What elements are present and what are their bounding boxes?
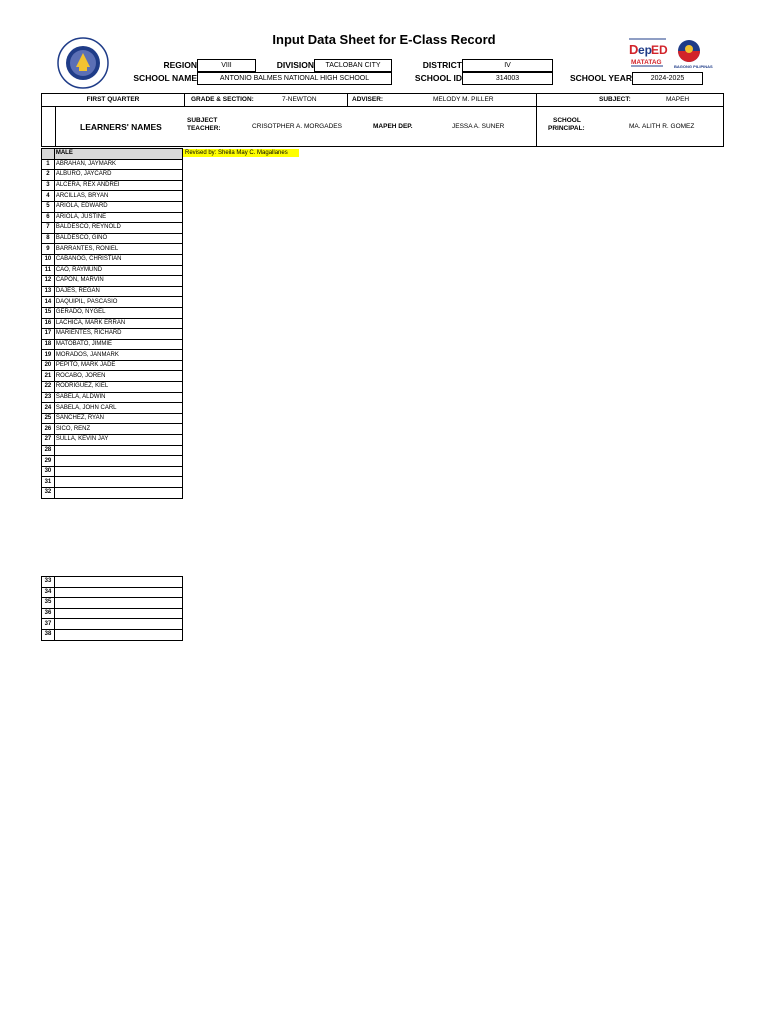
school-id-label: SCHOOL ID: [414, 73, 462, 83]
svg-text:BAGONG PILIPINAS: BAGONG PILIPINAS: [674, 64, 713, 69]
learner-name-cell[interactable]: [54, 445, 182, 456]
learner-name-cell[interactable]: DAQUIPIL, PASCASIO: [54, 297, 182, 308]
row-number: 29: [42, 456, 55, 467]
learner-name-cell[interactable]: [54, 598, 182, 609]
row-number: 16: [42, 318, 55, 329]
learner-name-cell[interactable]: ALBURO, JAYCARD: [54, 170, 182, 181]
row-number: 12: [42, 276, 55, 287]
learner-name-cell[interactable]: [54, 629, 182, 640]
table-row: [42, 339, 183, 350]
table-row: [42, 170, 183, 181]
table-row: [42, 307, 183, 318]
row-number: 32: [42, 488, 55, 499]
table-row: [42, 223, 183, 234]
learner-name-cell[interactable]: LACHICA, MARK ERRAN: [54, 318, 182, 329]
adviser-label: ADVISER:: [352, 96, 384, 103]
table-row: [42, 598, 183, 609]
principal-value[interactable]: MA. ALITH R. GOMEZ: [629, 123, 695, 130]
row-number: 36: [42, 608, 55, 619]
learner-name-cell[interactable]: [54, 456, 182, 467]
row-number: 35: [42, 598, 55, 609]
school-name-field[interactable]: ANTONIO BALMES NATIONAL HIGH SCHOOL: [197, 72, 392, 85]
quarter-label: FIRST QUARTER: [86, 96, 140, 103]
bagong-pilipinas-logo: [672, 38, 713, 70]
table-row: [42, 488, 183, 499]
district-label: DISTRICT: [422, 60, 462, 70]
table-row: [42, 159, 183, 170]
table-row: [42, 435, 183, 446]
row-number: 8: [42, 233, 55, 244]
learner-name-cell[interactable]: SABELA, JOHN CARL: [54, 403, 182, 414]
table-row: [42, 276, 183, 287]
table-row: [42, 619, 183, 630]
table-row: [42, 360, 183, 371]
learner-name-cell[interactable]: ARIOLA, JUSTINE: [54, 212, 182, 223]
learner-name-cell[interactable]: [54, 587, 182, 598]
row-number: 17: [42, 329, 55, 340]
table-row: [42, 424, 183, 435]
table-header-row: [42, 149, 183, 160]
group-label: MALE: [54, 149, 182, 160]
row-number: 20: [42, 360, 55, 371]
table-row: [42, 587, 183, 598]
row-number: 24: [42, 403, 55, 414]
division-field[interactable]: TACLOBAN CITY: [314, 59, 392, 72]
school-year-field[interactable]: 2024-2025: [632, 72, 703, 85]
row-number: 19: [42, 350, 55, 361]
subject-teacher-value[interactable]: CRISOTPHER A. MORGADES: [252, 123, 342, 130]
table-row: [42, 456, 183, 467]
row-number: 23: [42, 392, 55, 403]
row-number: 1: [42, 159, 55, 170]
table-row: [42, 413, 183, 424]
table-row: [42, 297, 183, 308]
subject-label: SUBJECT:: [599, 96, 631, 103]
table-row: [42, 233, 183, 244]
learner-name-cell[interactable]: [54, 477, 182, 488]
divider: [536, 94, 537, 146]
learner-name-cell[interactable]: SULLA, KEVIN JAY: [54, 435, 182, 446]
learner-name-cell[interactable]: [54, 577, 182, 588]
grade-section-value[interactable]: 7-NEWTON: [282, 96, 317, 103]
table-row: [42, 392, 183, 403]
learner-name-cell[interactable]: [54, 619, 182, 630]
divider: [184, 94, 185, 106]
svg-text:ED: ED: [651, 43, 668, 57]
learner-name-cell[interactable]: CAPON, MARVIN: [54, 276, 182, 287]
table-row: [42, 629, 183, 640]
table-row: [42, 466, 183, 477]
division-label: DIVISION: [276, 60, 314, 70]
table-row: [42, 477, 183, 488]
learner-name-cell[interactable]: DAJES, REGAN: [54, 286, 182, 297]
learner-name-cell[interactable]: CAO, RAYMUND: [54, 265, 182, 276]
table-row: [42, 318, 183, 329]
learner-name-cell[interactable]: PEPITO, MARK JADE: [54, 360, 182, 371]
learner-name-cell[interactable]: ABRAHAN, JAYMARK: [54, 159, 182, 170]
row-number: 14: [42, 297, 55, 308]
learner-name-cell[interactable]: BARRANTES, RONIEL: [54, 244, 182, 255]
row-number: 2: [42, 170, 55, 181]
table-row: [42, 201, 183, 212]
row-number: 34: [42, 587, 55, 598]
school-year-label: SCHOOL YEAR: [569, 73, 632, 83]
table-row: [42, 212, 183, 223]
svg-text:MATATAG: MATATAG: [631, 59, 662, 66]
region-label: REGION: [163, 60, 197, 70]
learners-names-heading: LEARNERS' NAMES: [80, 122, 162, 132]
learner-name-cell[interactable]: MORADOS, JANMARK: [54, 350, 182, 361]
grade-section-label: GRADE & SECTION:: [191, 96, 254, 103]
row-number: 25: [42, 413, 55, 424]
subject-teacher-label-1: SUBJECT: [187, 117, 218, 124]
learner-name-cell[interactable]: [54, 488, 182, 499]
learner-name-cell[interactable]: CABANOG, CHRISTIAN: [54, 254, 182, 265]
learner-name-cell[interactable]: [54, 608, 182, 619]
learner-name-cell[interactable]: ARCILLAS, BRYAN: [54, 191, 182, 202]
deped-matatag-logo: [626, 38, 670, 68]
row-number: 5: [42, 201, 55, 212]
learners-table-male: [41, 148, 183, 499]
row-number: 37: [42, 619, 55, 630]
row-number: 26: [42, 424, 55, 435]
learner-name-cell[interactable]: SABELA, ALDWIN: [54, 392, 182, 403]
table-row: [42, 180, 183, 191]
table-row: [42, 254, 183, 265]
page-title: Input Data Sheet for E-Class Record: [272, 32, 496, 47]
row-number: 10: [42, 254, 55, 265]
learner-name-cell[interactable]: MATOBATO, JIMMIE: [54, 339, 182, 350]
district-field[interactable]: IV: [462, 59, 553, 72]
learner-name-cell[interactable]: ROCABO, JOREN: [54, 371, 182, 382]
divider: [55, 106, 56, 146]
table-row: [42, 403, 183, 414]
row-number: 21: [42, 371, 55, 382]
row-number: 30: [42, 466, 55, 477]
row-number: 27: [42, 435, 55, 446]
table-row: [42, 371, 183, 382]
mapeh-dep-value[interactable]: JESSA A. SUNER: [452, 123, 505, 130]
row-number: 6: [42, 212, 55, 223]
learner-name-cell[interactable]: ARIOLA, EDWARD: [54, 201, 182, 212]
learners-table-continued: [41, 576, 183, 641]
svg-text:ep: ep: [638, 43, 653, 57]
row-number: 9: [42, 244, 55, 255]
region-field[interactable]: VIII: [197, 59, 256, 72]
principal-label-1: SCHOOL: [553, 117, 581, 124]
learner-name-cell[interactable]: BALDESCO, REYNOLD: [54, 223, 182, 234]
revised-note: Revised by: Sheila May C. Magallanes: [183, 149, 299, 157]
table-cell: [42, 149, 55, 160]
divider: [347, 94, 348, 106]
learner-name-cell[interactable]: ALCERA, REX ANDREI: [54, 180, 182, 191]
table-row: [42, 191, 183, 202]
table-row: [42, 608, 183, 619]
row-number: 33: [42, 577, 55, 588]
learner-name-cell[interactable]: BALDESCO, GINO: [54, 233, 182, 244]
row-number: 31: [42, 477, 55, 488]
row-number: 13: [42, 286, 55, 297]
table-row: [42, 382, 183, 393]
table-row: [42, 445, 183, 456]
table-row: [42, 286, 183, 297]
class-info-block: [41, 93, 724, 147]
school-name-label: SCHOOL NAME: [133, 73, 197, 83]
row-number: 28: [42, 445, 55, 456]
table-row: [42, 350, 183, 361]
table-row: [42, 577, 183, 588]
subject-value[interactable]: MAPEH: [666, 96, 690, 103]
adviser-value[interactable]: MELODY M. PILLER: [433, 96, 494, 103]
row-number: 3: [42, 180, 55, 191]
row-number: 22: [42, 382, 55, 393]
learner-name-cell[interactable]: SANCHEZ, RYAN: [54, 413, 182, 424]
row-number: 4: [42, 191, 55, 202]
row-number: 7: [42, 223, 55, 234]
row-number: 11: [42, 265, 55, 276]
svg-text:D: D: [629, 42, 639, 57]
subject-teacher-label-2: TEACHER:: [187, 125, 221, 132]
table-row: [42, 329, 183, 340]
row-number: 15: [42, 307, 55, 318]
learner-name-cell[interactable]: [54, 466, 182, 477]
table-row: [42, 244, 183, 255]
school-id-field[interactable]: 314003: [462, 72, 553, 85]
table-row: [42, 265, 183, 276]
learner-name-cell[interactable]: SICO, RENZ: [54, 424, 182, 435]
learner-name-cell[interactable]: GERADO, NYGEL: [54, 307, 182, 318]
learner-name-cell[interactable]: RODRIGUEZ, KIEL: [54, 382, 182, 393]
learner-name-cell[interactable]: MARIENTES, RICHARD: [54, 329, 182, 340]
principal-label-2: PRINCIPAL:: [548, 125, 585, 132]
row-number: 18: [42, 339, 55, 350]
row-number: 38: [42, 629, 55, 640]
mapeh-dep-label: MAPEH DEP.: [373, 123, 413, 130]
